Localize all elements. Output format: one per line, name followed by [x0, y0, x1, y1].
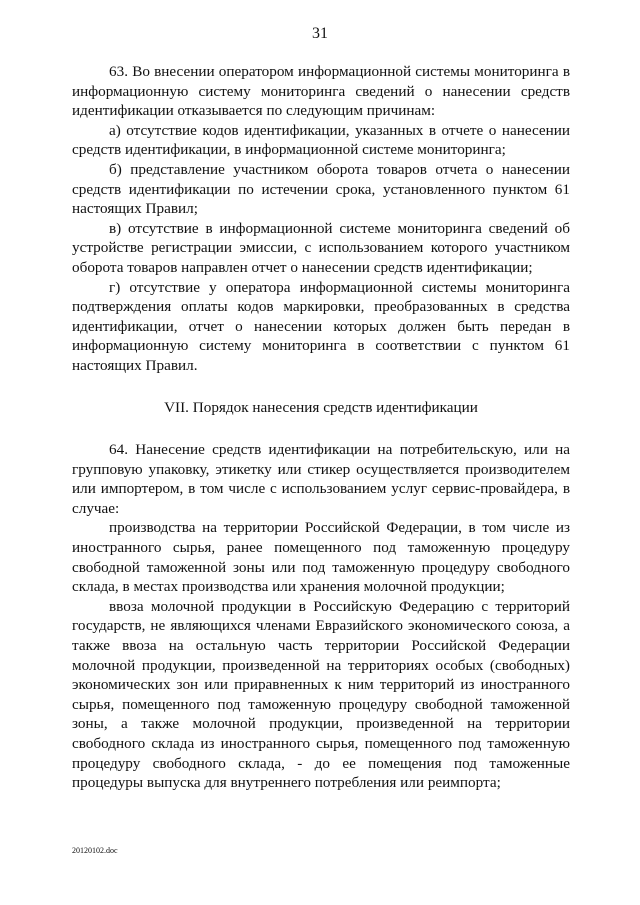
case-import: ввоза молочной продукции в Российскую Федерацию с территорий государств, не являющихся членами Евразийского экономического союза, а также ввоза на остальную часть территории Российской Федерации молочной продукции, произведенной на территориях особых (свободных) экономических зон или приравненных к ним территорий из иностранного сырья, помещенного под таможенную процедуру свободной таможенной зоны, а также молочной продукции, произведенной на территории свободного склада из иностранного сырья, помещенного под таможенную процедуру свободного склада, - до ее помещения под таможенные процедуры выпуска для внутреннего потребления или реимпорта;	[72, 597, 570, 792]
paragraph-64: 64. Нанесение средств идентификации на потребительскую, или на групповую упаковку, этикетку или стикер осуществляется производителем или импортером, в том числе с использованием услуг сервис-провайдера, в случае:	[72, 441, 570, 517]
page-number: 31	[312, 25, 328, 42]
case-production: производства на территории Российской Федерации, в том числе из иностранного сырья, ранее помещенного под таможенную процедуру свободной таможенной зоны или под таможенную процедуру свободного склада, в местах производства или хранения молочной продукции;	[72, 519, 570, 596]
section-heading: VII. Порядок нанесения средств идентификации	[164, 398, 478, 416]
footer-file-code: 20120102.doc	[72, 846, 118, 855]
paragraph-63: 63. Во внесении оператором информационной системы мониторинга в информационную систему мониторинга сведений о нанесении средств идентификации отказывается по следующим причинам:	[72, 63, 570, 120]
item-a: а) отсутствие кодов идентификации, указанных в отчете о нанесении средств идентификации, в информационной системе мониторинга;	[72, 121, 570, 159]
document-body	[72, 62, 570, 793]
item-g: г) отсутствие у оператора информационной системы мониторинга подтверждения оплаты кодов маркировки, преобразованных в средства идентификации, отчет о нанесении которых должен быть передан в информационную систему мониторинга в соответствии с пунктом 61 настоящих Правил.	[72, 278, 570, 374]
item-v: в) отсутствие в информационной системе мониторинга сведений об устройстве регистрации эмиссии, с использованием которого участником оборота товаров направлен отчет о нанесении средств идентификации;	[72, 219, 570, 276]
item-b: б) представление участником оборота товаров отчета о нанесении средств идентификации по истечении срока, установленного пунктом 61 настоящих Правил;	[72, 160, 570, 218]
